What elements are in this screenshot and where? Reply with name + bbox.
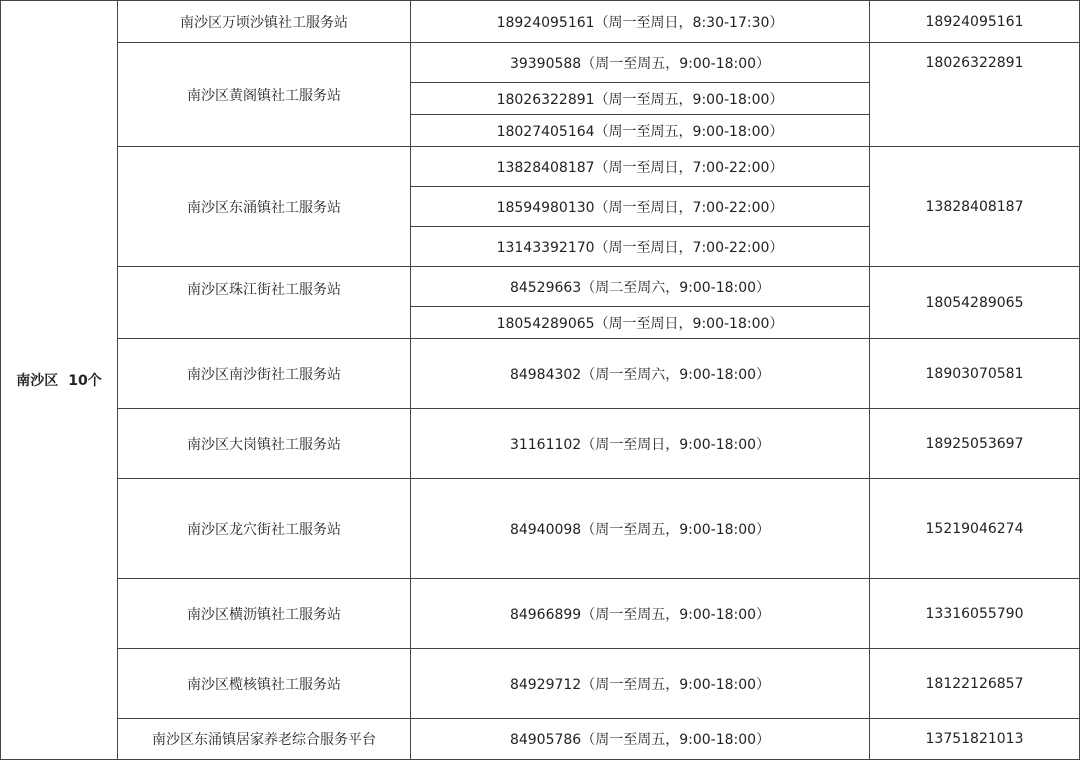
mobile-number: 18122126857 <box>870 649 1080 719</box>
hotline-number: 84966899 <box>509 606 582 623</box>
hotline-number: 84929712 <box>509 676 582 693</box>
mobile-number: 13316055790 <box>870 579 1080 649</box>
hotline-cell <box>411 579 870 649</box>
hotline-cell <box>411 479 870 579</box>
hotline-hours: （周一至周六，9:00-18:00） <box>581 366 771 383</box>
mobile-number: 15219046274 <box>870 479 1080 579</box>
hotline-number: 13143392170 <box>496 239 595 256</box>
hotline-cell <box>411 115 870 147</box>
hotline-hours: （周二至周六，9:00-18:00） <box>581 279 771 296</box>
hotline-number: 18027405164 <box>496 123 595 140</box>
hotline-number: 31161102 <box>509 436 582 453</box>
hotline-hours: （周一至周日，8:30-17:30） <box>594 14 784 31</box>
hotline-cell <box>411 43 870 83</box>
station-name: 南沙区横沥镇社工服务站 <box>118 579 411 649</box>
district-cell <box>1 1 118 760</box>
hotline-cell <box>411 187 870 227</box>
hotline-cell <box>411 307 870 339</box>
hotline-cell <box>411 719 870 760</box>
station-name: 南沙区南沙街社工服务站 <box>118 339 411 409</box>
table-row <box>1 649 1080 719</box>
hotline-hours: （周一至周五，9:00-18:00） <box>581 676 771 693</box>
station-name: 南沙区大岗镇社工服务站 <box>118 409 411 479</box>
table-row <box>1 579 1080 649</box>
table-row <box>1 339 1080 409</box>
table-row <box>1 409 1080 479</box>
station-name: 南沙区珠江街社工服务站 <box>118 267 411 339</box>
station-name: 南沙区榄核镇社工服务站 <box>118 649 411 719</box>
hotline-number: 84905786 <box>509 732 582 748</box>
table-row <box>1 719 1080 760</box>
table-row <box>1 479 1080 579</box>
hotline-hours: （周一至周五，9:00-18:00） <box>581 606 771 623</box>
hotline-number: 18026322891 <box>496 91 595 108</box>
hotline-hours: （周一至周日，7:00-22:00） <box>594 199 784 216</box>
hotline-number: 18924095161 <box>496 14 595 31</box>
hotline-cell <box>411 649 870 719</box>
table-row <box>1 43 1080 83</box>
hotline-cell <box>411 1 870 43</box>
table-row <box>1 267 1080 307</box>
mobile-number: 13751821013 <box>870 719 1080 760</box>
hotline-hours: （周一至周日，9:00-18:00） <box>594 315 784 332</box>
hotline-cell <box>411 147 870 187</box>
table-row <box>1 1 1080 43</box>
district-name: 南沙区 <box>16 373 59 389</box>
station-name: 南沙区东涌镇居家养老综合服务平台 <box>118 719 411 760</box>
mobile-number: 18903070581 <box>870 339 1080 409</box>
mobile-number: 18026322891 <box>870 43 1080 147</box>
hotline-hours: （周一至周五，9:00-18:00） <box>594 123 784 140</box>
hotline-hours: （周一至周日，7:00-22:00） <box>594 159 784 176</box>
hotline-number: 13828408187 <box>496 159 595 176</box>
station-name: 南沙区龙穴街社工服务站 <box>118 479 411 579</box>
hotline-number: 84529663 <box>509 279 582 296</box>
hotline-number: 84940098 <box>509 521 582 538</box>
mobile-number: 18924095161 <box>870 1 1080 43</box>
hotline-cell <box>411 83 870 115</box>
hotline-number: 84984302 <box>509 366 582 383</box>
hotline-hours: （周一至周五，9:00-18:00） <box>581 521 771 538</box>
station-name: 南沙区黄阁镇社工服务站 <box>118 43 411 147</box>
district-count: 10个 <box>68 373 102 389</box>
hotline-number: 18594980130 <box>496 199 595 216</box>
table-row <box>1 147 1080 187</box>
mobile-number: 18925053697 <box>870 409 1080 479</box>
hotline-hours: （周一至周五，9:00-18:00） <box>581 55 771 72</box>
hotline-cell <box>411 339 870 409</box>
hotline-cell <box>411 409 870 479</box>
hotline-hours: （周一至周日，9:00-18:00） <box>581 436 771 453</box>
station-name: 南沙区东涌镇社工服务站 <box>118 147 411 267</box>
station-name: 南沙区万顷沙镇社工服务站 <box>118 1 411 43</box>
hotline-cell <box>411 227 870 267</box>
mobile-number: 18054289065 <box>870 267 1080 339</box>
hotline-number: 39390588 <box>509 55 582 72</box>
hotline-hours: （周一至周日，7:00-22:00） <box>594 239 784 256</box>
hotline-number: 18054289065 <box>496 315 595 332</box>
hotline-hours: （周一至周五，9:00-18:00） <box>581 732 771 748</box>
hotline-hours: （周一至周五，9:00-18:00） <box>594 91 784 108</box>
mobile-number: 13828408187 <box>870 147 1080 267</box>
hotline-cell <box>411 267 870 307</box>
